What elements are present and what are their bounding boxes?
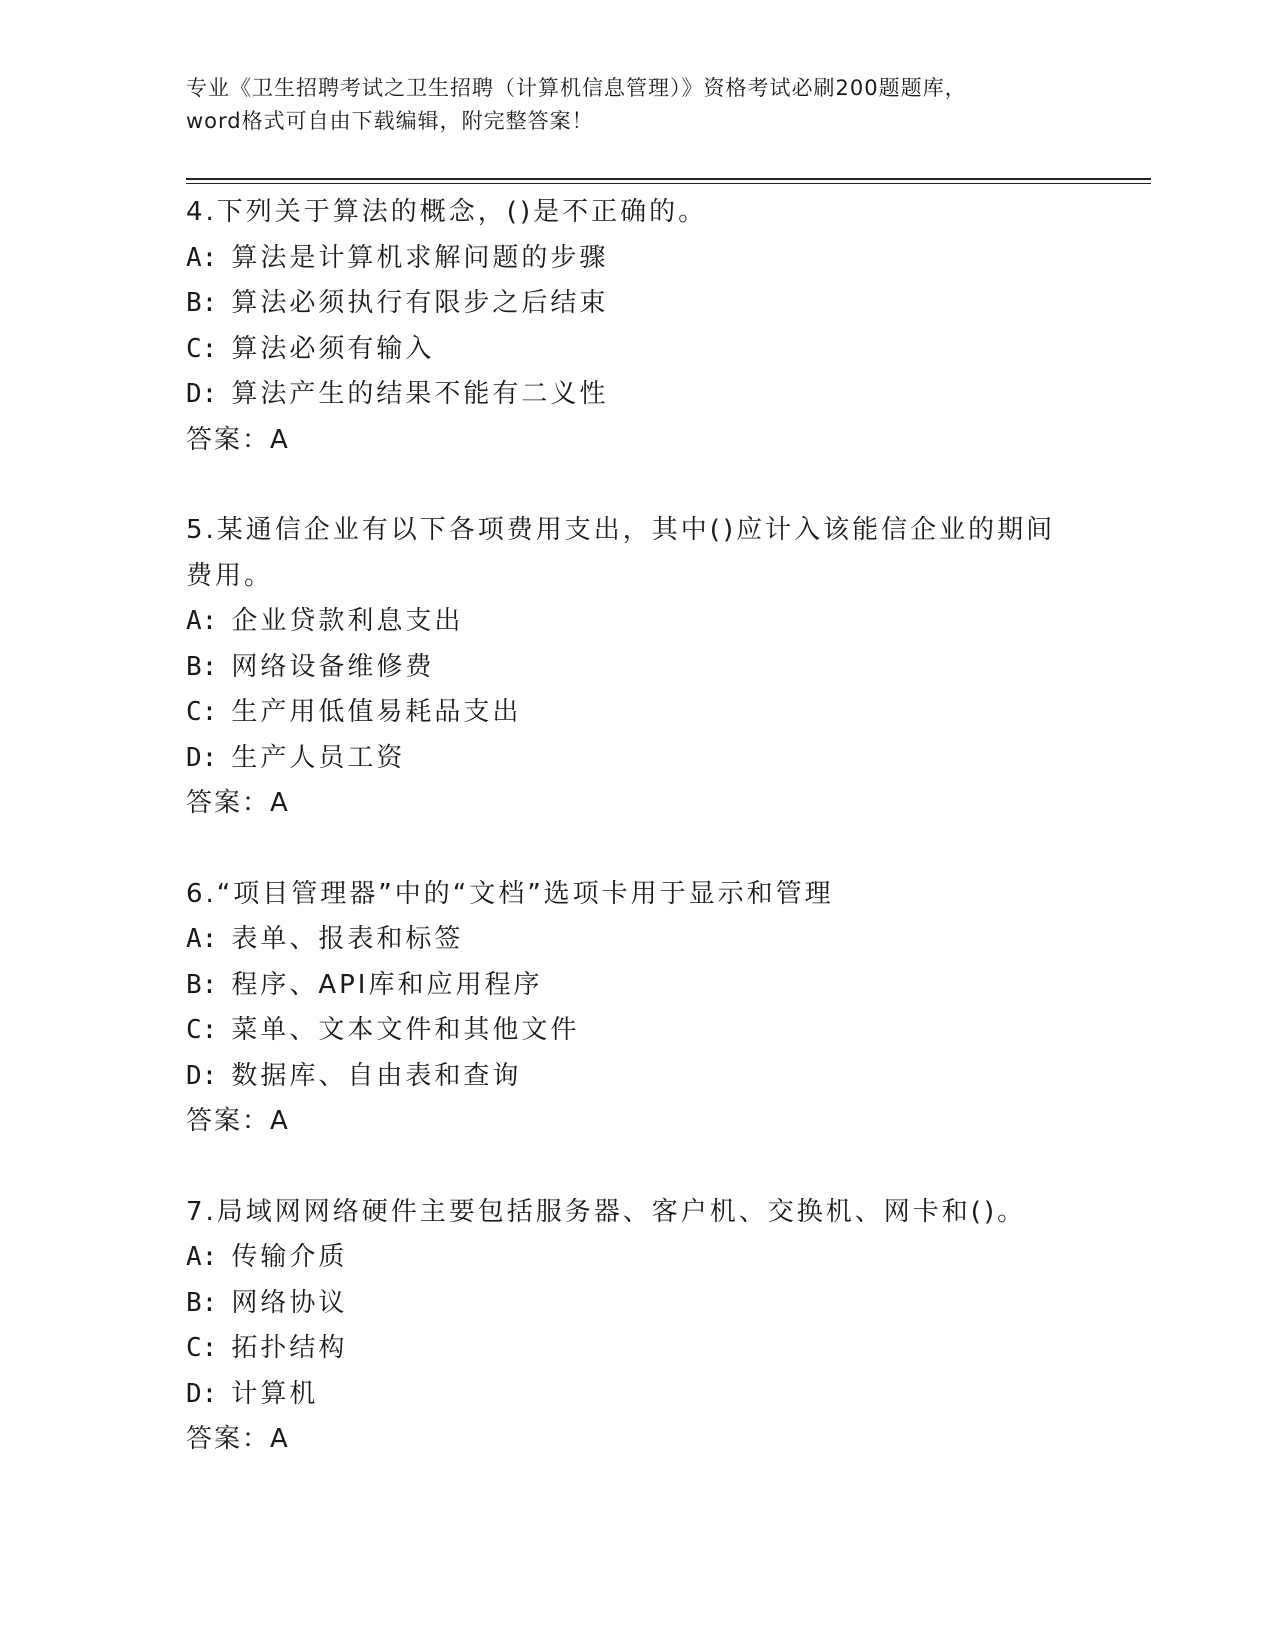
option-text: 生产人员工资 — [231, 742, 406, 773]
option-b — [186, 645, 1086, 691]
answer-line: 答案：A — [186, 424, 290, 455]
header-divider-thick — [186, 178, 1151, 180]
option-label: C: — [186, 697, 218, 727]
option-label: B: — [186, 1287, 218, 1318]
option-b — [186, 281, 1086, 327]
question-item — [186, 872, 1086, 1145]
answer-line: 答案：A — [186, 788, 290, 818]
option-c — [186, 327, 1086, 373]
question-item — [186, 508, 1086, 827]
question-text: 4.下列关于算法的概念，()是不正确的。 — [186, 197, 708, 227]
header-divider-thin — [186, 183, 1151, 184]
question-text: 5.某通信企业有以下各项费用支出，其中()应计入该能信企业的期间费用。 — [186, 515, 1056, 591]
option-text: 计算机 — [231, 1378, 319, 1409]
document-header — [186, 72, 1086, 138]
option-label: A: — [186, 606, 218, 636]
option-text: 网络协议 — [231, 1287, 348, 1318]
option-text: 传输介质 — [231, 1242, 348, 1272]
header-line-1: 专业《卫生招聘考试之卫生招聘（计算机信息管理）》资格考试必刷200题题库， — [186, 76, 967, 100]
answer-line: 答案：A — [186, 1424, 290, 1454]
option-label: A: — [186, 1242, 218, 1272]
option-a — [186, 599, 1086, 645]
option-label: D: — [186, 379, 218, 409]
option-text: 企业贷款利息支出 — [231, 606, 464, 636]
option-label: A: — [186, 924, 218, 954]
question-item — [186, 1190, 1086, 1463]
option-label: D: — [186, 1060, 218, 1091]
option-label: C: — [186, 333, 218, 364]
option-text: 表单、报表和标签 — [231, 924, 464, 954]
option-a — [186, 917, 1086, 963]
option-label: B: — [186, 651, 218, 682]
question-text: 6.“项目管理器”中的“文档”选项卡用于显示和管理 — [186, 878, 834, 909]
option-label: B: — [186, 969, 218, 1000]
option-label: C: — [186, 1333, 218, 1363]
option-label: D: — [186, 1378, 218, 1409]
option-text: 数据库、自由表和查询 — [231, 1060, 522, 1091]
option-text: 菜单、文本文件和其他文件 — [231, 1015, 580, 1045]
option-label: B: — [186, 288, 218, 318]
option-label: A: — [186, 242, 218, 273]
option-d — [186, 736, 1086, 782]
option-text: 算法是计算机求解问题的步骤 — [231, 242, 609, 273]
answer-line: 答案：A — [186, 1106, 290, 1136]
option-label: D: — [186, 742, 218, 773]
option-d — [186, 1054, 1086, 1100]
option-c — [186, 690, 1086, 736]
option-c — [186, 1008, 1086, 1054]
option-text: 算法必须有输入 — [231, 333, 435, 364]
option-text: 算法产生的结果不能有二义性 — [231, 379, 609, 409]
option-text: 算法必须执行有限步之后结束 — [231, 288, 609, 318]
option-text: 拓扑结构 — [231, 1333, 348, 1363]
option-label: C: — [186, 1015, 218, 1045]
question-text: 7.局域网网络硬件主要包括服务器、客户机、交换机、网卡和()。 — [186, 1196, 1027, 1227]
option-c — [186, 1326, 1086, 1372]
header-line-2: word格式可自由下载编辑，附完整答案！ — [186, 109, 594, 133]
option-text: 网络设备维修费 — [231, 651, 435, 682]
option-b — [186, 1281, 1086, 1327]
option-d — [186, 1372, 1086, 1418]
option-b — [186, 963, 1086, 1009]
option-text: 生产用低值易耗品支出 — [231, 697, 522, 727]
question-list — [186, 190, 1086, 1508]
option-text: 程序、API库和应用程序 — [231, 969, 543, 1000]
option-a — [186, 1235, 1086, 1281]
option-d — [186, 372, 1086, 418]
option-a — [186, 236, 1086, 282]
question-item — [186, 190, 1086, 463]
